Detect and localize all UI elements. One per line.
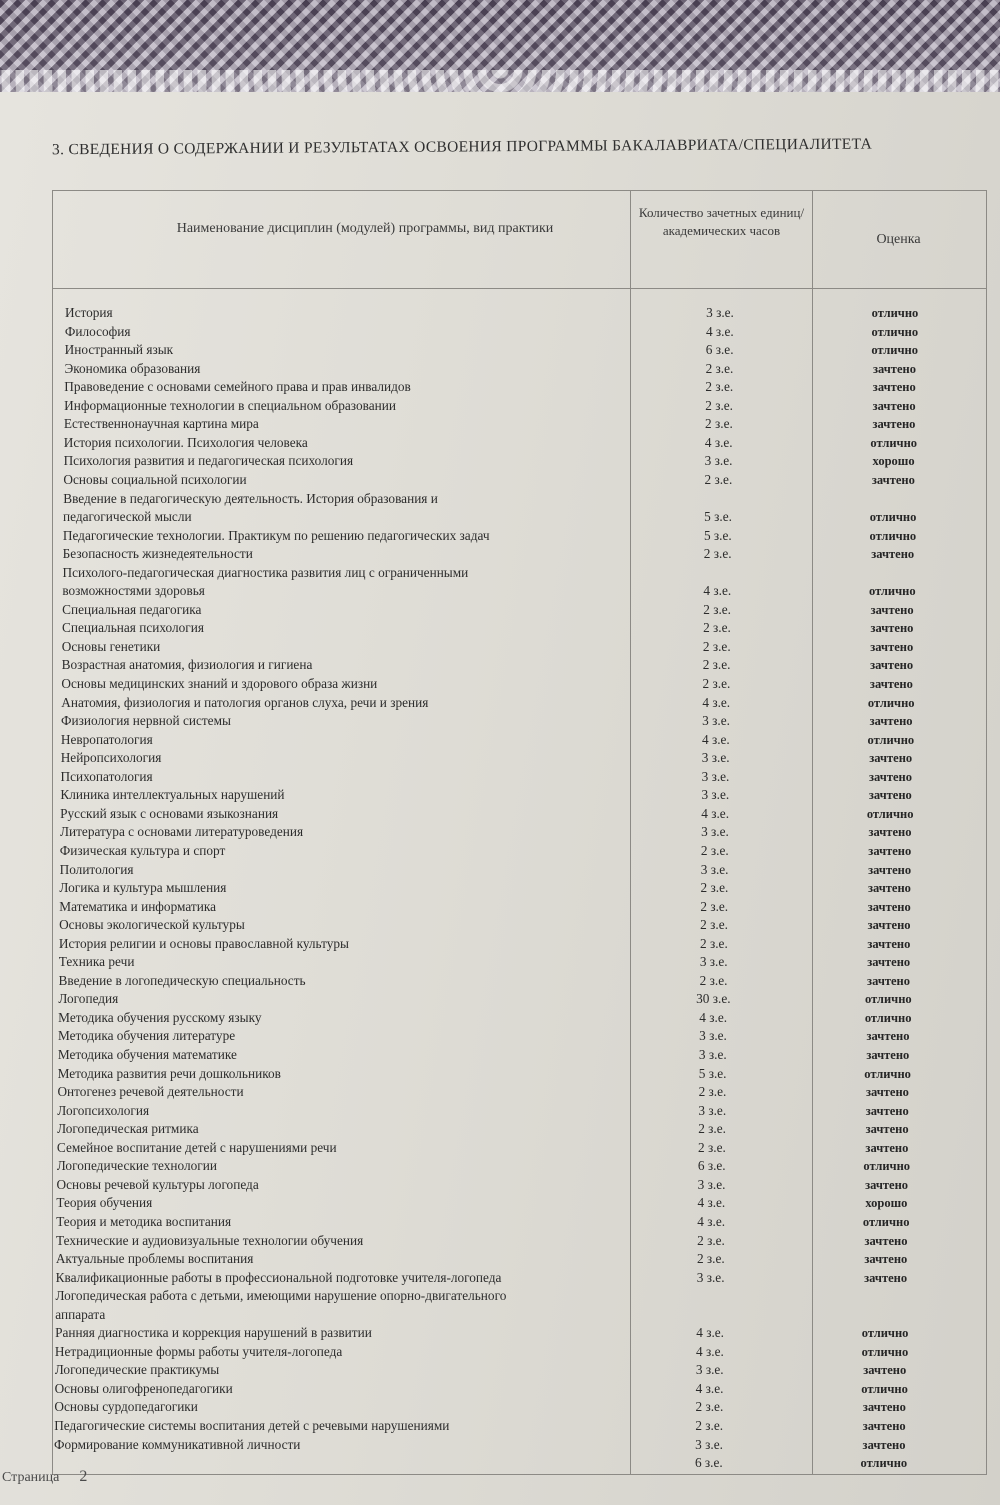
- grade-value: зачтено: [867, 918, 911, 933]
- credits-value: 4 з.е.: [701, 805, 730, 821]
- discipline-name: Формирование коммуникативной личности: [54, 1436, 301, 1452]
- discipline-name: Нейропсихология: [60, 750, 162, 766]
- credits-value: 5 з.е.: [703, 527, 732, 543]
- discipline-name: Педагогические технологии. Практикум по решению педагогических задач: [62, 527, 490, 543]
- grade-value: отлично: [870, 435, 918, 450]
- table-row: [0, 1361, 990, 1379]
- table-row: [0, 1436, 989, 1454]
- credits-value: 2 з.е.: [705, 379, 734, 395]
- discipline-name: Логопедическая ритмика: [57, 1121, 199, 1137]
- table-row: [0, 1213, 991, 1231]
- table-row: [0, 712, 996, 730]
- grade-value: отлично: [863, 1159, 911, 1174]
- credits-value: 2 з.е.: [696, 1251, 725, 1267]
- grade-value: зачтено: [862, 1437, 906, 1452]
- grade-value: зачтено: [864, 1252, 908, 1267]
- grade-value: зачтено: [862, 1400, 906, 1415]
- table-row: [0, 434, 999, 452]
- grade-value: зачтено: [865, 1122, 909, 1137]
- grade-value: зачтено: [870, 639, 914, 654]
- credits-value: 2 з.е.: [700, 842, 729, 858]
- grade-value: отлично: [871, 324, 919, 339]
- credits-value: 2 з.е.: [702, 638, 731, 654]
- credits-value: 4 з.е.: [696, 1325, 724, 1341]
- discipline-name: Экономика образования: [64, 360, 201, 376]
- table-row: [0, 898, 994, 916]
- grade-value: хорошо: [865, 1196, 908, 1211]
- credits-value: 4 з.е.: [697, 1213, 726, 1229]
- table-row: [0, 861, 995, 879]
- table-row: [0, 1269, 991, 1287]
- grade-value: отлично: [869, 528, 917, 543]
- grade-value: зачтено: [868, 862, 912, 877]
- grade-value: зачтено: [872, 417, 916, 432]
- table-row: [0, 953, 994, 971]
- discipline-name: Ранняя диагностика и коррекция нарушений в развитии: [55, 1325, 372, 1341]
- table-row: [0, 990, 993, 1008]
- discipline-name: Основы сурдопедагогики: [54, 1399, 198, 1415]
- credits-value: 3 з.е.: [704, 453, 733, 469]
- credits-value: 3 з.е.: [695, 1362, 724, 1378]
- credits-value: 4 з.е.: [695, 1380, 724, 1396]
- discipline-name: Физическая культура и спорт: [59, 842, 226, 858]
- discipline-name: Психолого-педагогическая диагностика развития лиц с ограниченными: [62, 564, 469, 580]
- table-row: [0, 935, 994, 953]
- credits-value: 2 з.е.: [695, 1399, 724, 1415]
- table-row: [0, 842, 995, 860]
- table-row: [0, 1417, 989, 1435]
- discipline-name: Логопедические практикумы: [54, 1362, 220, 1378]
- table-row: [0, 1046, 993, 1064]
- discipline-name: История: [65, 305, 113, 320]
- discipline-name: Политология: [59, 861, 134, 877]
- table-row: [0, 304, 1000, 322]
- credits-value: 3 з.е.: [699, 1028, 727, 1044]
- credits-value: 3 з.е.: [701, 750, 730, 766]
- credits-value: 4 з.е.: [702, 694, 731, 710]
- credits-value: 3 з.е.: [700, 861, 729, 877]
- table-row: [0, 1157, 992, 1175]
- table-row: [0, 582, 997, 600]
- credits-value: 3 з.е.: [695, 1436, 723, 1452]
- grade-value: отлично: [864, 1010, 912, 1025]
- grade-value: отлично: [861, 1344, 909, 1359]
- credits-value: 2 з.е.: [695, 1418, 724, 1433]
- grade-value: зачтено: [869, 677, 913, 691]
- grade-value: зачтено: [868, 788, 912, 803]
- discipline-name: Физиология нервной системы: [61, 713, 231, 729]
- grade-value: зачтено: [867, 955, 911, 970]
- table-row: [0, 397, 999, 415]
- discipline-name: Логопсихология: [57, 1102, 150, 1118]
- grade-value: отлично: [871, 343, 918, 358]
- grade-value: зачтено: [867, 881, 911, 896]
- discipline-name: Математика и информатика: [59, 898, 216, 914]
- grade-value: отлично: [867, 695, 915, 710]
- table-row: [0, 749, 996, 767]
- table-row: [0, 805, 995, 823]
- table-row: [0, 1194, 991, 1212]
- grade-value: зачтено: [872, 361, 916, 376]
- discipline-name: Безопасность жизнедеятельности: [62, 546, 253, 562]
- grade-value: зачтено: [871, 472, 915, 487]
- credits-value: 2 з.е.: [705, 360, 734, 376]
- table-row: [0, 601, 997, 619]
- discipline-name: Логика и культура мышления: [59, 880, 227, 896]
- discipline-name: Естественнонаучная картина мира: [63, 416, 259, 432]
- credits-value: 3 з.е.: [697, 1176, 726, 1192]
- grade-value: отлично: [867, 732, 915, 747]
- credits-value: 2 з.е.: [704, 471, 733, 487]
- credits-value: 2 з.е.: [699, 972, 728, 988]
- credits-value: 3 з.е.: [698, 1102, 727, 1118]
- table-row: [0, 879, 994, 897]
- discipline-name: Психопатология: [60, 768, 153, 784]
- grade-value: отлично: [862, 1214, 910, 1229]
- table-row: [0, 1083, 992, 1101]
- grade-value: отлично: [866, 806, 914, 821]
- table-row: [0, 1139, 992, 1157]
- table-row: [0, 823, 995, 841]
- table-row: [0, 415, 999, 433]
- discipline-name: Специальная педагогика: [62, 601, 202, 617]
- discipline-name: Информационные технологии в специальном образовании: [64, 397, 396, 413]
- grade-value: зачтено: [865, 1085, 909, 1100]
- discipline-name: Методика обучения русскому языку: [58, 1009, 262, 1025]
- grade-value: зачтено: [864, 1270, 908, 1285]
- credits-value: 4 з.е.: [696, 1343, 724, 1359]
- discipline-name: История религии и основы православной культуры: [58, 935, 349, 951]
- credits-value: 5 з.е.: [704, 509, 732, 525]
- grade-value: зачтено: [870, 658, 914, 673]
- grade-value: зачтено: [865, 1177, 909, 1192]
- table-row: [0, 1102, 992, 1120]
- table-row: [0, 508, 998, 526]
- table-row: [0, 768, 996, 786]
- discipline-name: Философия: [64, 323, 131, 339]
- grade-value: отлично: [861, 1381, 908, 1396]
- credits-value: 2 з.е.: [702, 676, 731, 691]
- credits-value: 4 з.е.: [699, 1009, 728, 1025]
- table-row: [0, 1009, 993, 1027]
- credits-value: 4 з.е.: [703, 583, 732, 599]
- discipline-name: Анатомия, физиология и патология органов слуха, речи и зрения: [61, 694, 429, 710]
- column-header-grade: Оценка: [876, 232, 921, 247]
- credits-value: 2 з.е.: [700, 898, 729, 914]
- table-row: [0, 656, 997, 674]
- grade-value: отлично: [865, 992, 912, 1007]
- table-row: [0, 786, 995, 804]
- table-row: [0, 1250, 991, 1268]
- credits-value: 3 з.е.: [701, 824, 729, 840]
- credits-value: 2 з.е.: [705, 416, 733, 432]
- table-row: [0, 378, 999, 396]
- grade-value: зачтено: [867, 973, 911, 988]
- grade-value: отлично: [860, 1456, 908, 1471]
- credits-value: 2 з.е.: [703, 601, 732, 617]
- table-row: [0, 1454, 989, 1472]
- grade-value: зачтено: [867, 899, 911, 914]
- table-row: [0, 1120, 992, 1138]
- credits-value: 6 з.е.: [705, 342, 734, 358]
- grade-value: зачтено: [866, 1029, 910, 1044]
- credits-value: 2 з.е.: [698, 1084, 727, 1100]
- credits-value: 3 з.е.: [699, 954, 728, 970]
- grade-value: зачтено: [867, 936, 911, 951]
- table-row: [0, 1027, 993, 1045]
- discipline-name: Техника речи: [58, 954, 135, 970]
- grade-value: зачтено: [863, 1363, 907, 1378]
- credits-value: 3 з.е.: [702, 713, 730, 729]
- credits-value: 6 з.е.: [697, 1158, 726, 1174]
- table-row: [0, 1380, 990, 1398]
- credits-value: 2 з.е.: [700, 917, 728, 933]
- grade-value: зачтено: [871, 547, 915, 562]
- credits-value: 2 з.е.: [703, 546, 732, 562]
- table-row: [0, 694, 996, 712]
- discipline-name: Онтогенез речевой деятельности: [57, 1084, 244, 1100]
- credits-value: 2 з.е.: [700, 880, 729, 896]
- discipline-name: Методика обучения литературе: [57, 1028, 236, 1044]
- grade-value: зачтено: [865, 1103, 909, 1118]
- table-row: [0, 564, 997, 582]
- column-header-credits: Количество зачетных единиц/ академических часов: [638, 205, 805, 238]
- table-row: [0, 360, 999, 378]
- discipline-name: Основы экологической культуры: [59, 917, 245, 933]
- credits-value: 30 з.е.: [696, 991, 731, 1007]
- discipline-name: Клиника интеллектуальных нарушений: [60, 787, 285, 803]
- discipline-name: Возрастная анатомия, физиология и гигиена: [61, 657, 313, 673]
- table-row: [0, 323, 1000, 341]
- grade-value: хорошо: [872, 454, 915, 469]
- discipline-name: Логопедия: [58, 991, 119, 1007]
- table-row: [0, 341, 1000, 359]
- discipline-name: История психологии. Психология человека: [63, 434, 308, 450]
- grade-value: зачтено: [865, 1140, 909, 1155]
- table-row: [0, 675, 996, 693]
- credits-value: 2 з.е.: [700, 935, 728, 951]
- table-row: [0, 1343, 990, 1361]
- grade-value: зачтено: [868, 843, 912, 858]
- credits-value: 4 з.е.: [705, 323, 734, 339]
- grade-value: зачтено: [868, 825, 912, 840]
- grade-value: отлично: [868, 584, 916, 599]
- grade-value: зачтено: [869, 714, 913, 729]
- credits-value: 4 з.е.: [701, 731, 730, 747]
- page-label: Страница: [2, 1470, 60, 1485]
- page-footer: [2, 1468, 87, 1486]
- table-row: [0, 619, 997, 637]
- discipline-name: Квалификационные работы в профессиональной подготовке учителя-логопеда: [55, 1269, 502, 1285]
- discipline-name: Нетрадиционные формы работы учителя-логопеда: [54, 1343, 343, 1359]
- discipline-name: Логопедическая работа с детьми, имеющими нарушение опорно-двигательного: [55, 1288, 507, 1304]
- credits-value: 2 з.е.: [705, 397, 733, 413]
- table-row: [0, 972, 994, 990]
- credits-value: 4 з.е.: [697, 1195, 726, 1211]
- discipline-name: Методика обучения математике: [57, 1047, 237, 1062]
- grade-value: зачтено: [864, 1233, 908, 1248]
- credits-value: 2 з.е.: [697, 1232, 725, 1248]
- table-row: [0, 452, 999, 470]
- credits-value: 2 з.е.: [698, 1139, 726, 1155]
- grade-value: зачтено: [870, 602, 914, 617]
- grade-value: отлично: [864, 1066, 911, 1081]
- table-row: [0, 1306, 990, 1324]
- discipline-name: Основы генетики: [61, 638, 161, 654]
- table-row: [0, 1176, 992, 1194]
- discipline-name: Актуальные проблемы воспитания: [55, 1251, 254, 1267]
- discipline-name: Литература с основами литературоведения: [59, 824, 304, 840]
- grade-value: зачтено: [866, 1048, 910, 1062]
- grade-value: отлично: [869, 510, 917, 525]
- discipline-name: Теория и методика воспитания: [56, 1213, 232, 1229]
- table-row: [0, 527, 998, 545]
- discipline-name: Основы речевой культуры логопеда: [56, 1176, 259, 1192]
- table-row: [0, 1065, 993, 1083]
- grade-value: зачтено: [872, 398, 916, 413]
- discipline-name: Педагогические системы воспитания детей с речевыми нарушениями: [54, 1418, 450, 1433]
- section-title: 3. СВЕДЕНИЯ О СОДЕРЖАНИИ И РЕЗУЛЬТАТАХ ОСВОЕНИЯ ПРОГРАММЫ БАКАЛАВРИАТА/СПЕЦИАЛИТЕТА: [51, 135, 873, 159]
- table-row: [0, 1398, 989, 1416]
- grade-value: зачтено: [862, 1419, 906, 1433]
- discipline-name: Основы олигофренопедагогики: [54, 1380, 233, 1396]
- table-row: [0, 471, 998, 489]
- discipline-name: Специальная психология: [61, 620, 204, 636]
- table-row: [0, 1232, 991, 1250]
- table-row: [0, 490, 998, 508]
- discipline-name: аппарата: [55, 1306, 106, 1322]
- discipline-name: возможностями здоровья: [62, 583, 205, 599]
- credits-value: 3 з.е.: [696, 1269, 725, 1285]
- credits-value: 2 з.е.: [698, 1121, 726, 1137]
- discipline-name: Основы социальной психологии: [63, 471, 247, 487]
- table-row: [0, 1324, 990, 1342]
- discipline-name: Основы медицинских знаний и здорового образа жизни: [61, 676, 378, 691]
- discipline-name: Теория обучения: [56, 1195, 153, 1211]
- discipline-name: Правоведение с основами семейного права и прав инвалидов: [64, 379, 411, 395]
- discipline-name: Введение в педагогическую деятельность. История образования и: [63, 490, 438, 506]
- discipline-name: педагогической мысли: [63, 509, 192, 525]
- discipline-name: Логопедические технологии: [56, 1158, 217, 1174]
- credits-value: 2 з.е.: [702, 657, 731, 673]
- grade-value: зачтено: [872, 380, 916, 395]
- credits-value: 3 з.е.: [701, 768, 730, 784]
- discipline-name: Русский язык с основами языкознания: [60, 805, 279, 821]
- discipline-name: Технические и аудиовизуальные технологии обучения: [56, 1232, 364, 1248]
- table-row: [0, 916, 994, 934]
- discipline-name: Невропатология: [60, 731, 153, 747]
- credits-value: 3 з.е.: [706, 305, 734, 320]
- credits-value: 3 з.е.: [698, 1047, 727, 1062]
- table-row: [0, 731, 996, 749]
- column-header-discipline: Наименование дисциплин (модулей) программы, вид практики: [176, 221, 554, 236]
- grade-value: зачтено: [869, 751, 913, 766]
- table-row: [0, 1287, 990, 1305]
- discipline-name: Иностранный язык: [64, 342, 174, 358]
- table-row: [0, 638, 997, 656]
- credits-value: 4 з.е.: [704, 434, 733, 450]
- credits-value: 6 з.е.: [694, 1455, 723, 1471]
- discipline-name: Семейное воспитание детей с нарушениями речи: [56, 1139, 337, 1155]
- discipline-name: Методика развития речи дошкольников: [57, 1065, 281, 1081]
- discipline-name: Введение в логопедическую специальность: [58, 972, 306, 988]
- grade-value: отлично: [871, 306, 919, 320]
- table-row: [0, 545, 998, 563]
- grade-value: зачтено: [869, 769, 912, 784]
- credits-value: 5 з.е.: [698, 1065, 727, 1081]
- credits-value: 3 з.е.: [701, 787, 730, 803]
- discipline-name: Психология развития и педагогическая психология: [63, 453, 354, 469]
- grade-value: отлично: [861, 1326, 909, 1341]
- credits-value: 2 з.е.: [703, 620, 731, 636]
- page-number: 2: [79, 1468, 88, 1485]
- grade-value: зачтено: [870, 621, 914, 636]
